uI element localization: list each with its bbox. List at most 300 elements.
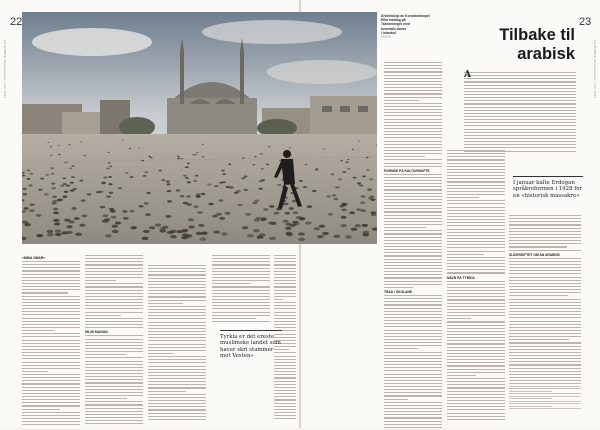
text-line xyxy=(148,284,206,285)
pigeon xyxy=(50,155,53,156)
text-line xyxy=(384,392,442,393)
text-line xyxy=(274,318,296,319)
pigeon xyxy=(253,229,260,232)
pigeon xyxy=(165,215,171,218)
footnote-line xyxy=(509,408,581,409)
text-line xyxy=(274,299,283,300)
text-line xyxy=(447,254,484,255)
text-line xyxy=(384,233,442,234)
left-column-4 xyxy=(212,255,270,324)
text-line xyxy=(384,84,442,85)
text-line xyxy=(447,353,505,354)
text-line xyxy=(148,391,186,392)
text-line xyxy=(384,402,442,403)
pigeon xyxy=(254,156,257,157)
text-line xyxy=(447,299,505,300)
photo-credit: FOTO: ... xyxy=(381,35,396,40)
pigeon xyxy=(244,176,248,178)
text-line xyxy=(447,419,505,420)
pigeon xyxy=(138,148,140,149)
pigeon xyxy=(322,148,324,149)
pigeon xyxy=(371,213,377,216)
text-line xyxy=(148,419,206,420)
text-line xyxy=(85,404,143,405)
text-line xyxy=(274,264,296,265)
text-line xyxy=(85,339,143,340)
text-line xyxy=(384,386,442,387)
pigeon xyxy=(254,200,259,203)
pigeon xyxy=(201,193,206,195)
pigeon xyxy=(328,213,334,216)
pigeon xyxy=(195,175,199,177)
text-line xyxy=(22,424,80,425)
text-line xyxy=(274,374,296,375)
text-line xyxy=(509,336,581,337)
text-line xyxy=(447,169,505,170)
pigeon xyxy=(150,157,153,158)
caption-line-2: Eftermiddag på xyxy=(381,18,406,23)
text-line xyxy=(447,312,505,313)
text-line xyxy=(274,302,296,303)
text-line xyxy=(22,267,80,268)
text-line xyxy=(274,406,296,407)
pigeon xyxy=(177,158,180,159)
pigeon xyxy=(170,235,177,238)
text-line xyxy=(384,383,442,384)
pigeon xyxy=(123,217,129,220)
text-line xyxy=(85,386,143,387)
text-line xyxy=(384,424,442,425)
pigeon xyxy=(36,234,43,237)
pigeon xyxy=(58,145,60,146)
text-line xyxy=(384,414,442,415)
text-line xyxy=(22,399,80,400)
pigeon xyxy=(180,158,183,159)
text-line xyxy=(464,116,576,117)
text-line xyxy=(509,277,581,278)
text-line xyxy=(464,110,576,111)
pigeon xyxy=(361,195,366,197)
text-line xyxy=(384,287,413,288)
pigeon xyxy=(160,229,167,232)
pigeon xyxy=(131,226,137,229)
text-line xyxy=(274,255,296,256)
text-line xyxy=(148,334,206,335)
text-line xyxy=(509,305,581,306)
text-line xyxy=(384,348,418,349)
pigeon xyxy=(305,222,311,225)
text-line xyxy=(148,328,206,329)
text-line xyxy=(384,364,442,365)
text-line xyxy=(148,318,206,319)
pigeon xyxy=(44,193,49,195)
pigeon xyxy=(218,199,223,202)
text-line xyxy=(22,412,80,413)
text-line xyxy=(384,180,442,181)
taksim-square-pigeons-photo xyxy=(22,12,377,244)
text-line xyxy=(212,293,270,294)
text-line xyxy=(447,369,505,370)
pigeon xyxy=(54,222,60,225)
text-line xyxy=(274,280,296,281)
pigeon xyxy=(22,193,27,195)
text-line xyxy=(447,213,505,214)
pigeon xyxy=(62,177,66,179)
pigeon xyxy=(342,203,347,206)
text-line xyxy=(509,286,581,287)
text-line xyxy=(384,90,442,91)
text-line xyxy=(85,299,143,300)
text-line xyxy=(447,403,505,404)
pigeon xyxy=(284,212,290,215)
text-line xyxy=(148,287,206,288)
pigeon xyxy=(125,172,129,174)
text-line xyxy=(447,222,505,223)
text-line xyxy=(509,264,581,265)
text-line xyxy=(447,303,505,304)
footnote-line xyxy=(509,393,581,394)
text-line xyxy=(148,356,206,357)
text-line xyxy=(85,389,143,390)
column-subhead: HILMI MAIVAN xyxy=(85,330,108,335)
text-line xyxy=(447,203,505,204)
pigeon xyxy=(66,185,70,187)
left-column-3 xyxy=(148,265,206,422)
text-line xyxy=(447,235,505,236)
text-line xyxy=(384,109,442,110)
text-line xyxy=(447,400,505,401)
text-line xyxy=(509,299,581,300)
pigeon xyxy=(345,235,352,238)
pigeon xyxy=(73,188,77,190)
headline-line-1: Tilbake til xyxy=(499,26,575,44)
pigeon xyxy=(115,221,121,224)
text-line xyxy=(22,311,80,312)
pigeon xyxy=(367,188,371,190)
text-line xyxy=(447,200,505,201)
text-line xyxy=(85,261,143,262)
text-line xyxy=(85,417,143,418)
text-line xyxy=(509,250,581,251)
text-line xyxy=(148,315,206,316)
pigeon xyxy=(58,154,61,155)
pigeon xyxy=(258,188,262,190)
pigeon xyxy=(359,184,363,186)
text-line xyxy=(464,113,576,114)
text-line xyxy=(22,358,80,359)
pigeon xyxy=(197,211,203,214)
text-line xyxy=(509,215,581,216)
pigeon xyxy=(36,214,42,217)
text-line xyxy=(464,72,576,73)
text-line xyxy=(85,315,121,316)
text-line xyxy=(384,68,442,69)
pigeon xyxy=(69,167,72,169)
text-line xyxy=(447,284,505,285)
pigeon xyxy=(74,217,80,220)
pigeon xyxy=(269,237,276,240)
text-line xyxy=(384,268,442,269)
column-subhead: FORSØK PÅ KULTURSKIFTE xyxy=(384,168,430,173)
text-line xyxy=(384,336,442,337)
text-line xyxy=(384,295,442,296)
text-line xyxy=(447,156,505,157)
text-line xyxy=(384,205,442,206)
pigeon xyxy=(176,230,183,233)
pigeon xyxy=(62,195,67,197)
text-line xyxy=(384,330,442,331)
text-line xyxy=(22,409,60,410)
pigeon xyxy=(244,189,248,191)
text-line xyxy=(447,409,505,410)
text-line xyxy=(447,159,505,160)
pigeon xyxy=(226,186,230,188)
pigeon xyxy=(293,211,299,214)
text-line xyxy=(464,94,576,95)
text-line xyxy=(85,290,143,291)
text-line xyxy=(85,361,143,362)
text-line xyxy=(212,302,270,303)
text-line xyxy=(509,346,581,347)
text-line xyxy=(274,315,296,316)
text-line xyxy=(22,380,80,381)
pigeon xyxy=(108,176,112,178)
text-line xyxy=(85,420,143,421)
text-line xyxy=(384,106,442,107)
text-line xyxy=(148,290,206,291)
pigeon xyxy=(52,187,56,189)
pigeon xyxy=(71,176,75,178)
text-line xyxy=(212,280,270,281)
text-line xyxy=(384,326,442,327)
pigeon xyxy=(270,222,276,225)
text-line xyxy=(447,181,505,182)
pigeon xyxy=(64,191,69,193)
text-line xyxy=(464,151,576,152)
text-line xyxy=(85,271,143,272)
text-line xyxy=(384,189,442,190)
text-line xyxy=(509,324,581,325)
text-line xyxy=(447,269,505,270)
text-line xyxy=(22,393,80,394)
pigeon xyxy=(38,189,42,191)
text-line xyxy=(22,318,80,319)
text-line xyxy=(447,163,505,164)
text-line xyxy=(447,321,505,322)
pigeon xyxy=(24,223,30,226)
pigeon xyxy=(53,208,58,211)
text-line xyxy=(85,376,143,377)
pigeon xyxy=(209,203,214,206)
right-column-3 xyxy=(509,215,581,386)
text-line xyxy=(447,197,479,198)
text-line xyxy=(212,321,270,322)
text-line xyxy=(384,339,442,340)
text-line xyxy=(148,281,206,282)
pigeon xyxy=(60,185,64,187)
article-intro xyxy=(464,72,576,154)
pigeon xyxy=(23,207,28,210)
text-line xyxy=(447,375,476,376)
pigeon xyxy=(237,204,242,207)
text-line xyxy=(447,413,505,414)
text-line xyxy=(384,215,442,216)
text-line xyxy=(509,355,581,356)
pigeon xyxy=(52,202,57,205)
text-line xyxy=(85,408,143,409)
text-line xyxy=(384,163,442,164)
footnote-line xyxy=(509,388,581,389)
left-column-2 xyxy=(85,255,143,426)
text-line xyxy=(509,374,581,375)
pigeon xyxy=(180,195,185,197)
footnote-line xyxy=(509,401,581,402)
text-line xyxy=(212,271,270,272)
pigeon xyxy=(146,192,151,194)
text-line xyxy=(509,342,581,343)
text-line xyxy=(22,305,80,306)
pigeon xyxy=(148,156,151,157)
pigeon xyxy=(122,140,124,141)
text-line xyxy=(509,321,581,322)
text-line xyxy=(85,258,143,259)
text-line xyxy=(384,202,442,203)
text-line xyxy=(274,258,296,259)
pigeon xyxy=(298,238,305,242)
text-line xyxy=(509,234,581,235)
right-column-2 xyxy=(447,150,505,422)
pigeon xyxy=(118,187,122,189)
pigeon xyxy=(193,180,197,182)
text-line xyxy=(384,311,442,312)
text-line xyxy=(274,261,296,262)
pigeon xyxy=(103,177,107,179)
text-line xyxy=(384,274,442,275)
pigeon xyxy=(353,177,357,179)
text-line xyxy=(212,299,270,300)
pigeon xyxy=(109,192,114,194)
pigeon xyxy=(199,237,206,241)
text-line xyxy=(464,81,576,82)
text-line xyxy=(509,280,581,281)
text-line xyxy=(447,185,505,186)
caption-line-1: Ärkebiskop av Konstantinopel xyxy=(381,14,430,18)
text-line xyxy=(384,208,442,209)
text-line xyxy=(148,369,206,370)
text-line xyxy=(85,321,143,322)
pigeon xyxy=(261,179,265,181)
pigeon xyxy=(259,233,266,236)
text-line xyxy=(85,401,143,402)
text-line xyxy=(509,237,581,238)
text-line xyxy=(85,296,143,297)
text-line xyxy=(384,399,408,400)
pigeon xyxy=(87,193,92,195)
text-line xyxy=(148,353,174,354)
text-line xyxy=(148,322,206,323)
caption-line-3: Taksimtorget med xyxy=(381,22,410,27)
text-line xyxy=(384,417,442,418)
pigeon xyxy=(236,190,241,192)
text-line xyxy=(384,71,442,72)
text-line xyxy=(22,343,80,344)
text-line xyxy=(509,368,581,369)
text-line xyxy=(274,371,296,372)
text-line xyxy=(85,367,143,368)
text-line xyxy=(384,183,442,184)
text-line xyxy=(274,283,296,284)
text-line xyxy=(447,260,505,261)
text-line xyxy=(509,327,581,328)
pigeon xyxy=(149,226,155,229)
pigeon xyxy=(201,232,208,235)
text-line xyxy=(22,314,80,315)
pigeon xyxy=(222,173,226,175)
pigeon xyxy=(187,163,190,165)
pigeon xyxy=(366,157,369,158)
pigeon xyxy=(207,183,211,185)
text-line xyxy=(384,186,442,187)
pigeon xyxy=(333,198,338,200)
text-line xyxy=(384,408,442,409)
pigeon xyxy=(129,148,131,149)
text-line xyxy=(384,156,425,157)
caption-line-5: i Istanbul xyxy=(381,30,396,35)
text-line xyxy=(447,216,505,217)
text-line xyxy=(85,414,143,415)
pigeon xyxy=(322,232,329,235)
text-line xyxy=(148,347,206,348)
text-line xyxy=(384,78,442,79)
text-line xyxy=(447,325,505,326)
text-line xyxy=(509,270,581,271)
pigeon xyxy=(52,196,57,198)
text-line xyxy=(274,271,296,272)
pigeon xyxy=(187,181,191,183)
pigeon xyxy=(254,219,260,222)
pigeon xyxy=(263,208,268,211)
pigeon xyxy=(193,205,198,208)
text-line xyxy=(274,327,296,328)
footnote-line xyxy=(509,406,552,407)
text-line xyxy=(447,225,505,226)
pigeon xyxy=(69,220,75,223)
text-line xyxy=(384,374,442,375)
text-line xyxy=(509,231,581,232)
text-line xyxy=(509,314,581,315)
text-line xyxy=(148,400,206,401)
text-line xyxy=(464,132,576,133)
pigeon xyxy=(47,142,49,143)
pigeon xyxy=(166,180,170,182)
text-line xyxy=(509,221,581,222)
text-line xyxy=(509,361,581,362)
pigeon xyxy=(283,203,288,206)
text-line xyxy=(148,403,206,404)
right-column-1 xyxy=(384,62,442,430)
text-line xyxy=(384,199,442,200)
text-line xyxy=(384,119,442,120)
text-line xyxy=(509,246,567,247)
text-line xyxy=(384,174,442,175)
text-line xyxy=(447,387,505,388)
pigeon xyxy=(192,154,195,155)
pigeon xyxy=(185,177,189,179)
text-line xyxy=(509,261,581,262)
text-line xyxy=(148,372,206,373)
left-subhead-1: «MINA OMAR» xyxy=(22,256,45,260)
pigeon xyxy=(52,200,57,203)
